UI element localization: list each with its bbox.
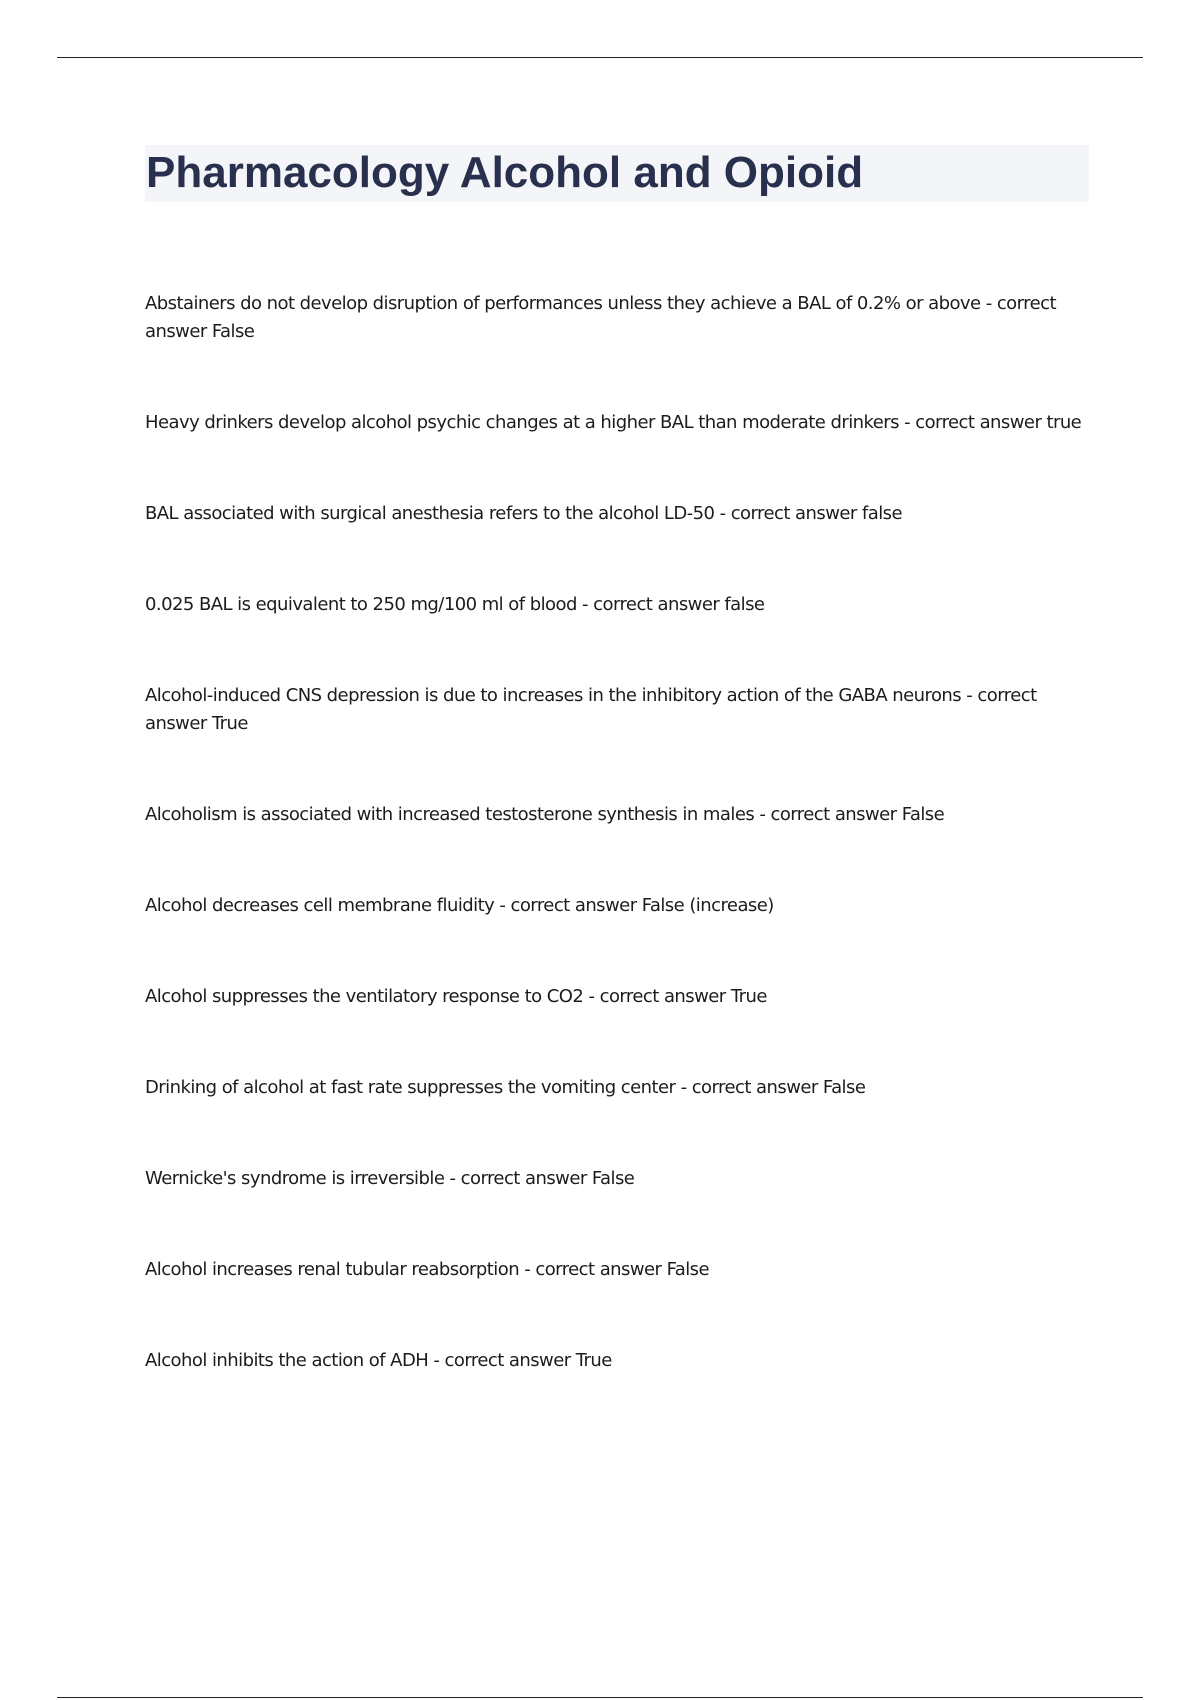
question-item: Alcohol-induced CNS depression is due to increases in the inhibitory action of the GABA neurons - correct answer True [145, 685, 1037, 734]
question-item: Abstainers do not develop disruption of performances unless they achieve a BAL of 0.2% or above - correct answer False [145, 293, 1056, 342]
question-item: Alcohol decreases cell membrane fluidity - correct answer False (increase) [145, 895, 774, 916]
question-item: Alcohol inhibits the action of ADH - correct answer True [145, 1350, 612, 1371]
footer-rule [57, 1697, 1143, 1698]
question-list [145, 290, 1090, 1375]
question-item: 0.025 BAL is equivalent to 250 mg/100 ml of blood - correct answer false [145, 594, 765, 615]
question-item: Heavy drinkers develop alcohol psychic changes at a higher BAL than moderate drinkers - correct answer true [145, 412, 1082, 433]
page-title: Pharmacology Alcohol and Opioid [146, 148, 864, 197]
question-item: Alcoholism is associated with increased testosterone synthesis in males - correct answer False [145, 804, 945, 825]
question-item: Alcohol suppresses the ventilatory response to CO2 - correct answer True [145, 986, 767, 1007]
header-rule [57, 57, 1143, 58]
question-item: Alcohol increases renal tubular reabsorption - correct answer False [145, 1259, 710, 1280]
question-item: Drinking of alcohol at fast rate suppresses the vomiting center - correct answer False [145, 1077, 866, 1098]
question-item: BAL associated with surgical anesthesia refers to the alcohol LD-50 - correct answer false [145, 503, 902, 524]
question-item: Wernicke's syndrome is irreversible - correct answer False [145, 1168, 635, 1189]
